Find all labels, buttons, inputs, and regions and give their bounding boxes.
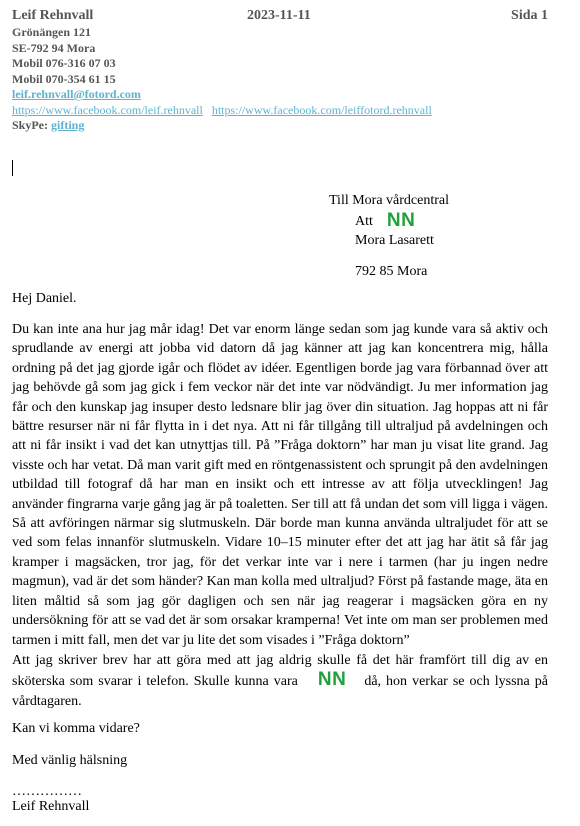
sender-postal: SE-792 94 Mora [12, 40, 96, 55]
header-date: 2023-11-11 [247, 8, 311, 23]
skype-label: SkyPe: [12, 118, 48, 132]
letter-greeting: Hej Daniel. [12, 291, 77, 306]
header-name: Leif Rehnvall [12, 8, 94, 23]
letter-closing: Med vänlig hälsning [12, 753, 128, 768]
facebook-link-1[interactable]: https://www.facebook.com/leif.rehnvall [12, 102, 203, 117]
sender-contact-block [12, 25, 438, 134]
recipient-postal: 792 85 Mora [355, 264, 428, 279]
recipient-location: Mora Lasarett [355, 233, 434, 248]
recipient-att-label: Att [355, 214, 373, 229]
skype-link[interactable]: gifting [51, 118, 85, 132]
sender-mobile-2: Mobil 070-354 61 15 [12, 71, 116, 86]
letter-paragraph-1: Du kan inte ana hur jag mår idag! Det var enorm länge sedan som jag kunde vara så aktiv och sprudlande av energi att jobba vid datorn då jag känner att jag kan koncentrera mig, hålla ordning på det jag gjorde igår och flödet av idéer. Egentligen borde jag vara förbannad över att jag behövde gå som jag gick i fem veckor när det inte var nödvändigt. Ju mer information jag får och den kunskap jag insuper desto ledsnare blir jag över din situation. Jag hoppas att ni får bättre resurser när ni får flytta in i det nya. Att ni får tillgång till ultraljud på avdelningen och att ni får insikt i vad det kan utnyttjas till. På ”Fråga doktorn” har man ju visat lite grand. Jag visste och har vetat. Då man varit gift med en röntgenassistent och sprungit på den avdelningen utbildad till fotograf då har man en insikt och ett intresse av att följa utvecklingen! Jag använder fingrarna varje gång jag är på toaletten. Ser till att få undan det som vill ligga i vägen. Så att avföringen närmar sig slutmuskeln. Där borde man kunna använda ultraljudet för att se ved som felas innanför slutmuskeln. Vidare 10–15 minuter efter det att jag har ätit så får jag kramper i magsäcken, tror jag, för det verkar inte var i nere i tarmen (har ju ingen nedre magmun), vad är det som händer? Kan man kolla med ultraljud? Först på fastande mage, äta en liten måltid så som jag gör dagligen och sen när jag reagerar i magsäcken göra en ny undersökning för att se vad det är som orsakar kramperna! Vet inte om man ser problemen med tarmen i mitt fall, men det var ju lite det som visades i ”Fråga doktorn” [12, 322, 548, 648]
sender-street: Grönängen 121 [12, 25, 92, 39]
email-link[interactable]: leif.rehnvall@fotord.com [12, 87, 141, 101]
recipient-att-name: NN [386, 210, 416, 231]
signature-line: …………… [12, 784, 82, 799]
sender-mobile-1: Mobil 076-316 07 03 [12, 56, 116, 70]
facebook-link-2[interactable]: https://www.facebook.com/leiffotord.rehnvall [211, 102, 432, 117]
paragraph-2-name: NN [317, 669, 347, 691]
header-page-number: Sida 1 [511, 8, 548, 23]
recipient-address [329, 191, 449, 281]
letter-paragraph-3: Kan vi komma vidare? [12, 721, 140, 736]
paragraph-2-end: då, hon verkar se och lyssna på vårdtagaren. [12, 674, 548, 709]
letter-signature: Leif Rehnvall [12, 799, 90, 814]
letter-paragraph-2 [12, 651, 548, 711]
paragraph-2-start: Att jag skriver brev har att göra med att jag aldrig skulle få det här framfört till dig av en sköterska som svarar i telefon. Skulle kunna vara [12, 653, 548, 690]
text-cursor [12, 160, 13, 176]
recipient-to: Till Mora vårdcentral [329, 193, 450, 208]
